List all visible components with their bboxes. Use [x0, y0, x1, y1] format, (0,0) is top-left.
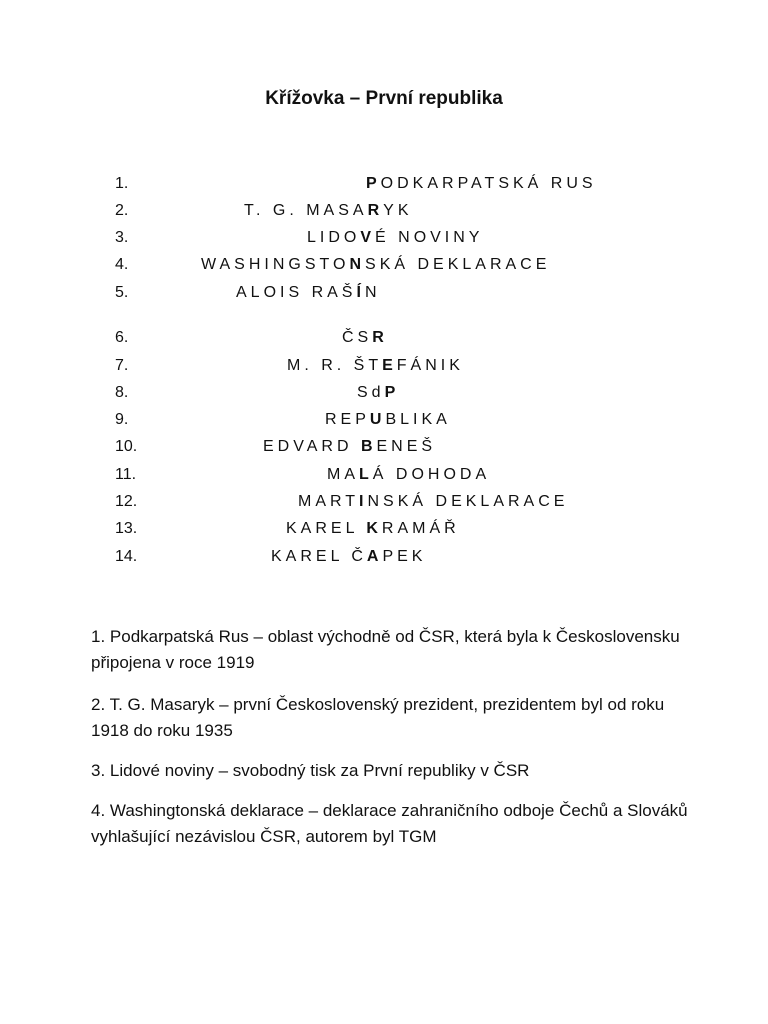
key-letter: E [382, 357, 397, 374]
word-suffix: É NOVINY [375, 229, 484, 246]
word-prefix: LIDO [307, 229, 361, 246]
row-word [244, 199, 412, 223]
word-suffix: BLIKA [385, 411, 451, 428]
row-number: 12. [115, 493, 138, 510]
word-suffix: PEK [382, 548, 427, 565]
key-letter: R [372, 329, 388, 346]
crossword-row-1 [0, 172, 768, 196]
word-prefix: KAREL Č [271, 548, 367, 565]
key-letter: Í [356, 284, 365, 301]
row-number: 6. [115, 329, 129, 346]
row-word [287, 354, 464, 378]
word-suffix: Á DOHODA [372, 466, 491, 483]
crossword-row-5 [0, 281, 768, 305]
crossword-row-6 [0, 326, 768, 350]
word-prefix: REP [325, 411, 370, 428]
word-suffix: FÁNIK [396, 357, 464, 374]
crossword-row-8 [0, 381, 768, 405]
row-number: 4. [115, 256, 129, 273]
key-letter: U [369, 411, 386, 428]
row-word [342, 326, 388, 350]
row-number: 5. [115, 284, 129, 301]
row-number: 7. [115, 357, 129, 374]
row-number: 3. [115, 229, 129, 246]
crossword-row-2 [0, 199, 768, 223]
word-suffix: N [364, 284, 381, 301]
row-number: 14. [115, 548, 138, 565]
row-number: 9. [115, 411, 129, 428]
word-prefix: MART [298, 493, 360, 510]
row-word [298, 490, 568, 514]
clue-3: 3. Lidové noviny – svobodný tisk za První republiky v ČSR [91, 761, 530, 780]
row-number: 2. [115, 202, 129, 219]
crossword-row-3 [0, 226, 768, 250]
crossword-row-4 [0, 253, 768, 277]
word-suffix: SKÁ DEKLARACE [365, 256, 551, 273]
word-prefix: T. G. MASA [244, 202, 368, 219]
crossword-row-7 [0, 354, 768, 378]
clue-1: 1. Podkarpatská Rus – oblast východně od ČSR, která byla k Československu připojena v roce 1919 [91, 627, 680, 672]
key-letter: L [359, 466, 373, 483]
row-number: 1. [115, 175, 129, 192]
clue-4: 4. Washingtonská deklarace – deklarace zahraničního odboje Čechů a Slováků vyhlašující nezávislou ČSR, autorem byl TGM [91, 801, 688, 846]
word-prefix: WASHINGSTO [201, 256, 350, 273]
key-letter: B [360, 438, 377, 455]
word-prefix: ČS [342, 329, 373, 346]
key-letter: K [366, 520, 382, 537]
key-letter: V [360, 229, 376, 246]
row-word [201, 253, 550, 277]
row-word [263, 435, 436, 459]
row-word [307, 226, 483, 250]
word-prefix: KAREL [286, 520, 367, 537]
word-prefix: EDVARD [263, 438, 361, 455]
key-letter: P [366, 175, 381, 192]
key-letter: I [359, 493, 368, 510]
clue-2: 2. T. G. Masaryk – první Československý prezident, prezidentem byl od roku 1918 do roku 1935 [91, 695, 665, 740]
row-number: 8. [115, 384, 129, 401]
key-letter: A [366, 548, 383, 565]
page-title: Křížovka – První republika [265, 88, 503, 109]
row-number: 11. [115, 466, 137, 483]
row-word [236, 281, 381, 305]
key-letter: P [384, 384, 400, 401]
row-word [325, 408, 451, 432]
crossword-row-9 [0, 408, 768, 432]
row-number: 10. [115, 438, 138, 455]
key-letter: N [349, 256, 366, 273]
row-word [366, 172, 597, 196]
word-prefix: M. R. ŠT [287, 357, 383, 374]
row-word [357, 381, 399, 405]
word-prefix: MA [327, 466, 359, 483]
word-suffix: YK [383, 202, 413, 219]
word-suffix: NSKÁ DEKLARACE [367, 493, 569, 510]
row-number: 13. [115, 520, 138, 537]
row-word [271, 545, 426, 569]
word-suffix: RAMÁŘ [381, 520, 460, 537]
key-letter: R [367, 202, 384, 219]
word-suffix: ENEŠ [376, 438, 437, 455]
crossword-row-11 [0, 463, 768, 487]
crossword-row-14 [0, 545, 768, 569]
crossword-row-13 [0, 517, 768, 541]
row-word [286, 517, 460, 541]
row-word [327, 463, 490, 487]
crossword-row-12 [0, 490, 768, 514]
word-prefix: ALOIS RAŠ [236, 284, 357, 301]
word-prefix: Sd [357, 384, 385, 401]
crossword-row-10 [0, 435, 768, 459]
word-suffix: ODKARPATSKÁ RUS [380, 175, 597, 192]
